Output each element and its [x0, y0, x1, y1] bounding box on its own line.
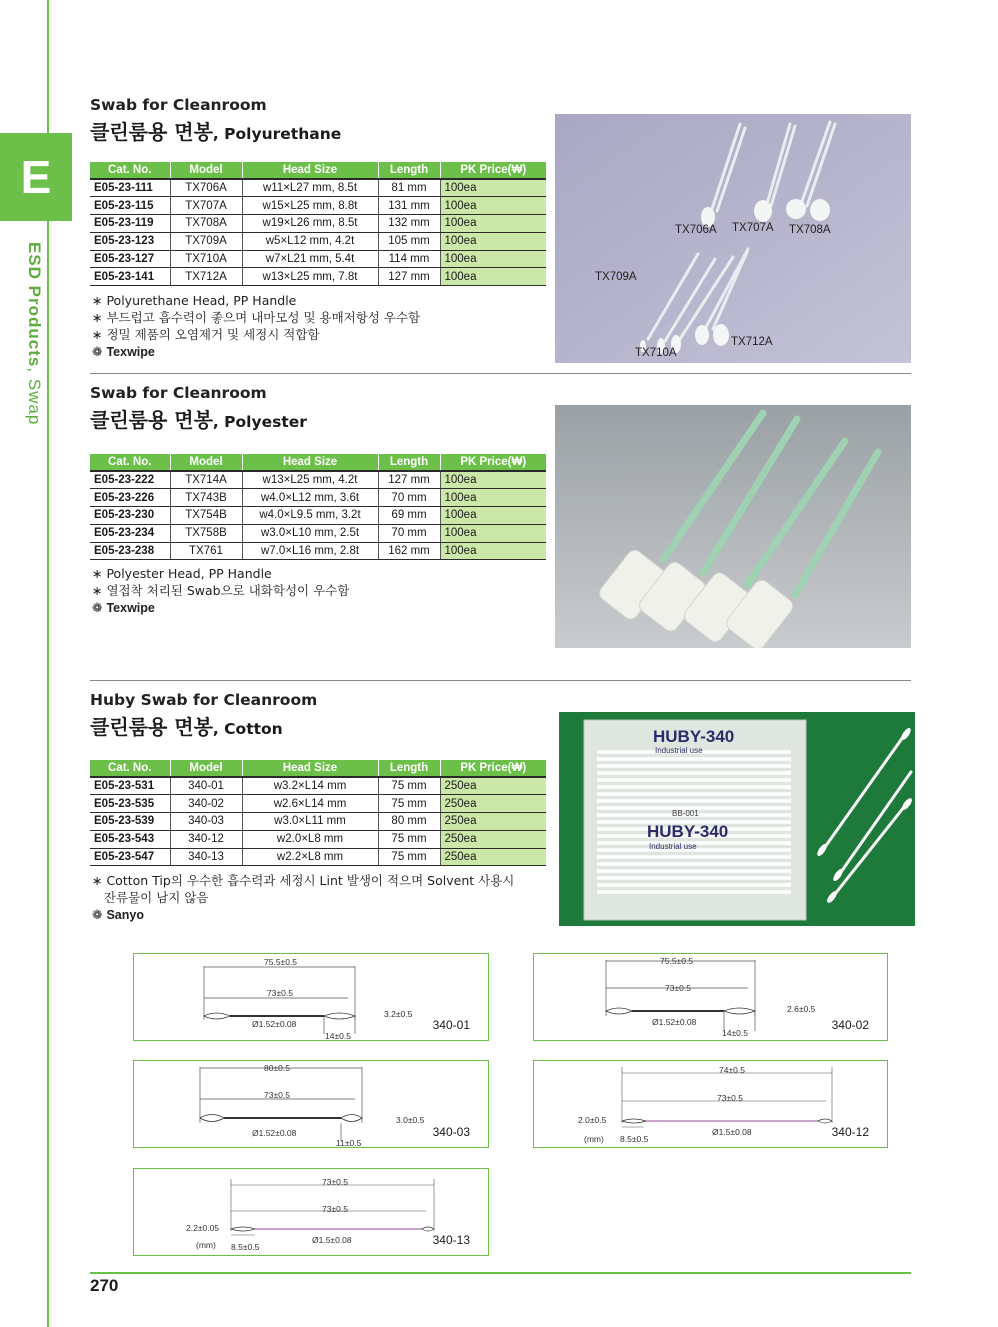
length-cell: 127 mm: [378, 471, 440, 489]
svg-text:Ø1.52±0.08: Ø1.52±0.08: [252, 1128, 297, 1138]
column-header-pk-price: PK Price(₩): [440, 162, 546, 179]
chapter-category: ESD Products: [25, 242, 44, 368]
pk-cell: 100ea: [440, 232, 546, 250]
diagram-model-label: 340-01: [432, 1018, 470, 1032]
notes-cotton: [92, 872, 514, 924]
head-size-cell: w4.0×L12 mm, 3.6t: [242, 489, 378, 507]
svg-text:73±0.5: 73±0.5: [264, 1090, 290, 1100]
svg-text:3.0±0.5: 3.0±0.5: [396, 1115, 425, 1125]
svg-text:(mm): (mm): [196, 1240, 216, 1250]
diagram-340-02: [533, 953, 888, 1041]
table-row: [90, 232, 546, 250]
table-row: [90, 524, 546, 542]
column-header: Model: [170, 162, 242, 179]
head-size-cell: w5×L12 mm, 4.2t: [242, 232, 378, 250]
head-size-cell: w15×L25 mm, 8.8t: [242, 197, 378, 215]
svg-text:11±0.5: 11±0.5: [336, 1138, 362, 1147]
pk-cell: 250ea: [440, 813, 546, 831]
model-cell: TX707A: [170, 197, 242, 215]
spec-table-polyester: [90, 454, 546, 560]
svg-text:Ø1.52±0.08: Ø1.52±0.08: [252, 1019, 297, 1029]
photo-label-tx712a: TX712A: [731, 336, 773, 348]
model-cell: TX708A: [170, 215, 242, 233]
svg-text:73±0.5: 73±0.5: [717, 1093, 743, 1103]
cat-no-cell: E05-23-123: [90, 232, 170, 250]
pk-cell: 100ea: [440, 507, 546, 525]
table-row: [90, 250, 546, 268]
pk-cell: 100ea: [440, 524, 546, 542]
head-size-cell: w7.0×L16 mm, 2.8t: [242, 542, 378, 560]
table-row: [90, 848, 546, 866]
table-row: [90, 268, 546, 286]
diagram-340-03: [133, 1060, 489, 1148]
table-row: [90, 813, 546, 831]
head-size-cell: w7×L21 mm, 5.4t: [242, 250, 378, 268]
column-header: Model: [170, 454, 242, 471]
length-cell: 70 mm: [378, 524, 440, 542]
spec-table-polyurethane: [90, 162, 546, 286]
notes-polyurethane: [92, 292, 420, 361]
column-header: Cat. No.: [90, 454, 170, 471]
column-header: Length: [378, 162, 440, 179]
flower-icon: ❁: [92, 600, 107, 615]
section-polyurethane: [90, 96, 341, 145]
cat-no-cell: E05-23-141: [90, 268, 170, 286]
flower-icon: ❁: [92, 344, 107, 359]
table-row: [90, 179, 546, 197]
cat-no-cell: E05-23-230: [90, 507, 170, 525]
spec-table-cotton: [90, 760, 546, 866]
table-row: [90, 507, 546, 525]
cat-no-cell: E05-23-115: [90, 197, 170, 215]
svg-text:75.5±0.5: 75.5±0.5: [264, 957, 298, 967]
model-cell: 340-13: [170, 848, 242, 866]
head-size-cell: w3.2×L14 mm: [242, 777, 378, 795]
table-header-row: [90, 454, 546, 471]
length-cell: 69 mm: [378, 507, 440, 525]
brand-line: ❁ Texwipe: [92, 600, 155, 615]
head-size-cell: w3.0×L11 mm: [242, 813, 378, 831]
section-polyester: [90, 384, 307, 433]
head-size-cell: w13×L25 mm, 7.8t: [242, 268, 378, 286]
table-header-row: [90, 760, 546, 777]
table-row: [90, 471, 546, 489]
length-cell: 80 mm: [378, 813, 440, 831]
length-cell: 132 mm: [378, 215, 440, 233]
photo-label-tx706a: TX706A: [675, 224, 717, 236]
cat-no-cell: E05-23-539: [90, 813, 170, 831]
section-divider: [90, 680, 911, 681]
pk-cell: 100ea: [440, 471, 546, 489]
note-line: ∗ Polyester Head, PP Handle: [92, 566, 272, 581]
length-cell: 81 mm: [378, 179, 440, 197]
pk-cell: 100ea: [440, 215, 546, 233]
svg-text:2.0±0.5: 2.0±0.5: [578, 1115, 607, 1125]
diagram-model-label: 340-12: [831, 1125, 869, 1139]
table-row: [90, 830, 546, 848]
package-brand: HUBY-340: [653, 727, 735, 746]
package-brand-2: HUBY-340: [647, 822, 729, 841]
model-cell: 340-03: [170, 813, 242, 831]
head-size-cell: w13×L25 mm, 4.2t: [242, 471, 378, 489]
model-cell: TX743B: [170, 489, 242, 507]
column-header: Length: [378, 760, 440, 777]
section-subtitle: 클린룸용 면봉, Polyurethane: [90, 120, 342, 144]
pk-cell: 100ea: [440, 542, 546, 560]
cat-no-cell: E05-23-543: [90, 830, 170, 848]
model-cell: TX712A: [170, 268, 242, 286]
table-header-row: [90, 162, 546, 179]
diagram-model-label: 340-13: [432, 1233, 470, 1247]
svg-text:Ø1.52±0.08: Ø1.52±0.08: [652, 1017, 697, 1027]
diagram-340-12: [533, 1060, 888, 1148]
length-cell: 75 mm: [378, 848, 440, 866]
column-header: Cat. No.: [90, 162, 170, 179]
photo-polyester-swabs: [555, 405, 911, 648]
svg-text:73±0.5: 73±0.5: [267, 988, 293, 998]
svg-text:2.6±0.5: 2.6±0.5: [787, 1004, 816, 1014]
cat-no-cell: E05-23-547: [90, 848, 170, 866]
package-use: Industrial use: [655, 746, 703, 755]
cat-no-cell: E05-23-226: [90, 489, 170, 507]
length-cell: 70 mm: [378, 489, 440, 507]
svg-text:73±0.5: 73±0.5: [322, 1177, 348, 1187]
model-cell: TX754B: [170, 507, 242, 525]
cat-no-cell: E05-23-531: [90, 777, 170, 795]
diagram-model-label: 340-03: [432, 1125, 470, 1139]
cat-no-cell: E05-23-535: [90, 795, 170, 813]
head-size-cell: w19×L26 mm, 8.5t: [242, 215, 378, 233]
notes-polyester: [92, 565, 349, 617]
package-code: BB-001: [672, 809, 699, 818]
model-cell: TX758B: [170, 524, 242, 542]
chapter-subcategory: , Swap: [25, 367, 44, 426]
svg-text:75.5±0.5: 75.5±0.5: [660, 956, 694, 966]
model-cell: 340-12: [170, 830, 242, 848]
model-cell: TX706A: [170, 179, 242, 197]
pk-cell: 250ea: [440, 777, 546, 795]
page-number: 270: [90, 1276, 119, 1295]
length-cell: 131 mm: [378, 197, 440, 215]
svg-text:8.5±0.5: 8.5±0.5: [620, 1134, 649, 1144]
svg-text:(mm): (mm): [584, 1134, 604, 1144]
svg-text:80±0.5: 80±0.5: [264, 1063, 290, 1073]
section-title: Huby Swab for Cleanroom: [90, 691, 318, 709]
svg-text:2.2±0.05: 2.2±0.05: [186, 1223, 220, 1233]
table-row: [90, 542, 546, 560]
diagram-model-label: 340-02: [831, 1018, 869, 1032]
diagram-340-13: [133, 1168, 489, 1256]
photo-label-tx710a: TX710A: [635, 347, 677, 359]
length-cell: 127 mm: [378, 268, 440, 286]
head-size-cell: w2.0×L8 mm: [242, 830, 378, 848]
head-size-cell: w2.6×L14 mm: [242, 795, 378, 813]
svg-text:3.2±0.5: 3.2±0.5: [384, 1009, 413, 1019]
svg-text:73±0.5: 73±0.5: [665, 983, 691, 993]
model-cell: 340-02: [170, 795, 242, 813]
svg-text:Ø1.5±0.08: Ø1.5±0.08: [712, 1127, 752, 1137]
cat-no-cell: E05-23-238: [90, 542, 170, 560]
column-header: Length: [378, 454, 440, 471]
column-header-pk-price: PK Price(₩): [440, 760, 546, 777]
pk-cell: 250ea: [440, 830, 546, 848]
note-line: ∗ 정밀 제품의 오염제거 및 세정시 적합함: [92, 327, 320, 342]
section-subtitle: 클린룸용 면봉, Polyester: [90, 408, 307, 432]
length-cell: 105 mm: [378, 232, 440, 250]
head-size-cell: w2.2×L8 mm: [242, 848, 378, 866]
photo-polyurethane-swabs: [555, 114, 911, 363]
photo-huby-package: [559, 712, 915, 926]
model-cell: TX714A: [170, 471, 242, 489]
model-cell: 340-01: [170, 777, 242, 795]
length-cell: 75 mm: [378, 795, 440, 813]
svg-text:8.5±0.5: 8.5±0.5: [231, 1242, 260, 1252]
note-line: 잔류물이 남지 않음: [103, 890, 209, 905]
photo-label-tx709a: TX709A: [595, 271, 637, 283]
table-row: [90, 197, 546, 215]
cat-no-cell: E05-23-234: [90, 524, 170, 542]
chapter-tab: E: [0, 133, 72, 221]
column-header: Model: [170, 760, 242, 777]
note-line: ∗ Polyurethane Head, PP Handle: [92, 293, 297, 308]
cat-no-cell: E05-23-127: [90, 250, 170, 268]
table-row: [90, 795, 546, 813]
table-row: [90, 215, 546, 233]
column-header-pk-price: PK Price(₩): [440, 454, 546, 471]
photo-label-tx707a: TX707A: [732, 222, 774, 234]
cat-no-cell: E05-23-222: [90, 471, 170, 489]
table-row: [90, 489, 546, 507]
column-header: Head Size: [242, 162, 378, 179]
length-cell: 75 mm: [378, 777, 440, 795]
svg-text:14±0.5: 14±0.5: [722, 1028, 748, 1038]
brand-line: ❁ Sanyo: [92, 907, 144, 922]
length-cell: 114 mm: [378, 250, 440, 268]
model-cell: TX761: [170, 542, 242, 560]
chapter-title: [14, 242, 44, 462]
package-use-2: Industrial use: [649, 842, 697, 851]
section-subtitle: 클린룸용 면봉, Cotton: [90, 715, 283, 739]
flower-icon: ❁: [92, 907, 107, 922]
footer-rule: [90, 1272, 911, 1274]
pk-cell: 250ea: [440, 795, 546, 813]
head-size-cell: w11×L27 mm, 8.5t: [242, 179, 378, 197]
diagram-340-01: [133, 953, 489, 1041]
cat-no-cell: E05-23-111: [90, 179, 170, 197]
svg-text:74±0.5: 74±0.5: [719, 1065, 745, 1075]
column-header: Head Size: [242, 454, 378, 471]
pk-cell: 100ea: [440, 489, 546, 507]
note-line: ∗ 열접착 처리된 Swab으로 내화학성이 우수함: [92, 583, 350, 598]
section-divider: [90, 373, 911, 374]
model-cell: TX709A: [170, 232, 242, 250]
note-line: ∗ Cotton Tip의 우수한 흡수력과 세정시 Lint 발생이 적으며 Solvent 사용시: [92, 873, 515, 888]
length-cell: 75 mm: [378, 830, 440, 848]
pk-cell: 100ea: [440, 197, 546, 215]
section-cotton: [90, 691, 317, 740]
brand-line: ❁ Texwipe: [92, 344, 155, 359]
head-size-cell: w3.0×L10 mm, 2.5t: [242, 524, 378, 542]
pk-cell: 100ea: [440, 250, 546, 268]
column-header: Cat. No.: [90, 760, 170, 777]
photo-label-tx708a: TX708A: [789, 224, 831, 236]
section-title: Swab for Cleanroom: [90, 96, 267, 114]
table-row: [90, 777, 546, 795]
column-header: Head Size: [242, 760, 378, 777]
pk-cell: 100ea: [440, 268, 546, 286]
pk-cell: 250ea: [440, 848, 546, 866]
svg-text:73±0.5: 73±0.5: [322, 1204, 348, 1214]
length-cell: 162 mm: [378, 542, 440, 560]
note-line: ∗ 부드럽고 흡수력이 좋으며 내마모성 및 용매저항성 우수함: [92, 310, 421, 325]
svg-text:Ø1.5±0.08: Ø1.5±0.08: [312, 1235, 352, 1245]
pk-cell: 100ea: [440, 179, 546, 197]
head-size-cell: w4.0×L9.5 mm, 3.2t: [242, 507, 378, 525]
section-title: Swab for Cleanroom: [90, 384, 267, 402]
svg-text:14±0.5: 14±0.5: [325, 1031, 351, 1040]
cat-no-cell: E05-23-119: [90, 215, 170, 233]
model-cell: TX710A: [170, 250, 242, 268]
